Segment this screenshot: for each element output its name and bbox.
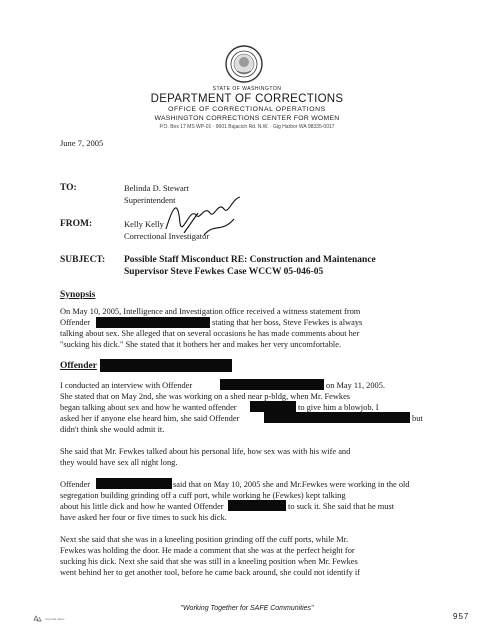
interview-line-4a: asked her if anyone else heard him, she said Offender <box>60 414 240 423</box>
incident-line-2: segregation building grinding off a cuff port, while working he (Fewkes) kept talking <box>60 491 346 500</box>
synopsis-line-3: talking about sex. She alleged that on several occasions he has made comments about her <box>60 329 360 338</box>
letterhead-state: STATE OF WASHINGTON <box>212 86 282 92</box>
to-label: TO: <box>60 183 77 193</box>
letterhead-center: WASHINGTON CORRECTIONS CENTER FOR WOMEN <box>154 115 340 122</box>
synopsis-line-2b: stating that her boss, Steve Fewkes is always <box>212 318 363 327</box>
synopsis-heading: Synopsis <box>60 290 96 300</box>
offender-heading: Offender <box>60 361 97 371</box>
recycle-icon <box>33 615 42 622</box>
state-seal-icon <box>224 44 264 84</box>
incident-line-1a: Offender <box>60 480 91 489</box>
kneeling-line-2: Fewkes was holding the door. He made a comment that she was at the perfect height for <box>60 546 355 555</box>
signature-icon <box>160 193 250 245</box>
redaction-block <box>220 379 324 390</box>
kneeling-line-3: sucking his dick. Next she said that she was still in a kneeling position when Mr. Fewkes <box>60 557 358 566</box>
memo-date: June 7, 2005 <box>60 138 104 148</box>
redaction-block <box>250 401 296 412</box>
synopsis-line-2a: Offender <box>60 318 91 327</box>
kneeling-line-4: went behind her to get another tool, before he came back around, she could not identify if <box>60 568 361 577</box>
redaction-block <box>228 500 286 511</box>
interview-line-2: She stated that on May 2nd, she was working on a shed near p-bldg, when Mr. Fewkes <box>60 392 351 401</box>
kneeling-line-1: Next she said that she was in a kneeling position grinding off the cuff ports, while Mr. <box>60 535 349 544</box>
letterhead-department: DEPARTMENT OF CORRECTIONS <box>150 93 344 105</box>
personal-life-line-1: She said that Mr. Fewkes talked about his personal life, how sex was with his wife and <box>60 447 351 456</box>
redaction-block <box>96 478 172 489</box>
from-name: Kelly Kelly <box>124 219 164 229</box>
redaction-block <box>264 412 410 423</box>
from-label: FROM: <box>60 219 93 229</box>
redaction-block <box>100 359 232 372</box>
letterhead-office: OFFICE OF CORRECTIONAL OPERATIONS <box>168 106 326 113</box>
to-name: Belinda D. Stewart <box>124 183 189 193</box>
incident-line-1b: said that on May 10, 2005 she and Mr.Fewkes were working in the old <box>173 480 410 489</box>
subject-line-1: Possible Staff Misconduct RE: Construction and Maintenance <box>124 255 376 265</box>
recycled-paper-note: recycled paper <box>45 617 65 621</box>
interview-line-3b: to give him a blowjob. I <box>298 403 379 412</box>
personal-life-line-2: they would have sex all night long. <box>60 458 178 467</box>
subject-line-2: Supervisor Steve Fewkes Case WCCW 05-046-05 <box>124 267 324 277</box>
interview-line-1b: on May 11, 2005. <box>326 381 386 390</box>
page-number: 957 <box>453 612 470 621</box>
letterhead-address: P.O. Box 17 MS WP-01 · 9601 Bujacich Rd. N.W. · Gig Harbor WA 98335-0017 <box>159 124 335 130</box>
redaction-block <box>96 317 210 328</box>
incident-line-3b: to suck it. She said that he must <box>288 502 395 511</box>
subject-label: SUBJECT: <box>60 255 106 265</box>
interview-line-1a: I conducted an interview with Offender <box>60 381 193 390</box>
footer-tagline: "Working Together for SAFE Communities" <box>180 605 314 612</box>
to-title: Superintendent <box>124 195 176 205</box>
incident-line-4: have asked her four or five times to suck his dick. <box>60 513 227 522</box>
synopsis-line-1: On May 10, 2005, Intelligence and Investigation office received a witness statement from <box>60 307 361 316</box>
synopsis-line-4: "sucking his dick." She stated that it bothers her and makes her very uncomfortable. <box>60 340 342 349</box>
interview-line-3a: began talking about sex and how he wanted offender <box>60 403 237 412</box>
incident-line-3a: about his little dick and how he wanted Offender <box>60 502 224 511</box>
interview-line-4b: but <box>412 414 423 423</box>
interview-line-5: didn't think she would admit it. <box>60 425 165 434</box>
from-title: Correctional Investigator <box>124 231 210 241</box>
